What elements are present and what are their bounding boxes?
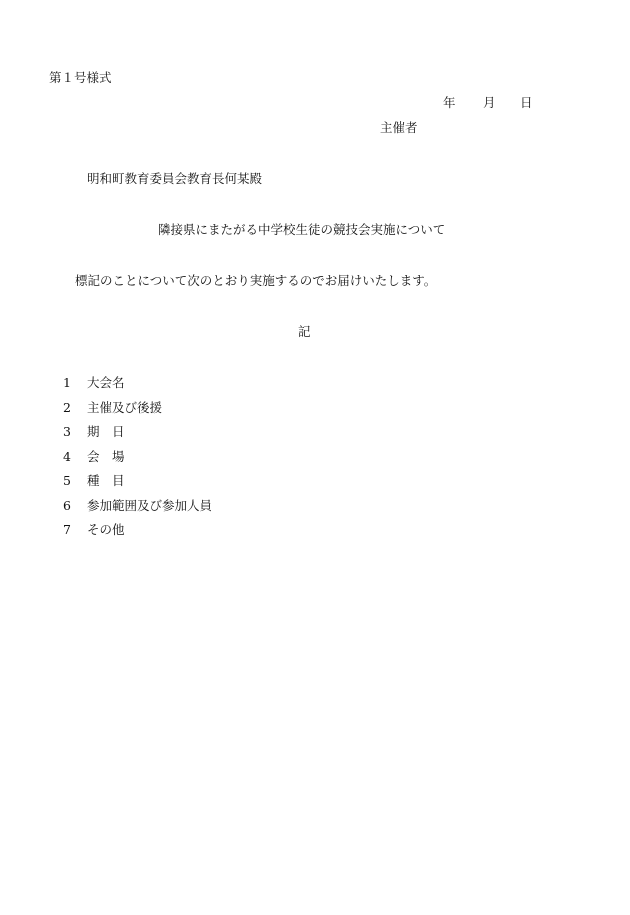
intro-paragraph: 標記のことについて次のとおり実施するのでお届けいたします。 [75,273,437,288]
item-number: 2 [63,399,71,415]
ki-heading: 記 [298,324,311,339]
form-number: 第１号様式 [49,70,112,85]
organizer-label: 主催者 [380,120,418,135]
item-number: 7 [63,522,71,537]
addressee: 明和町教育委員会教育長何某殿 [87,171,263,186]
item-number: 3 [63,424,71,439]
date-year-label: 年 [443,95,456,110]
item-label: 大会名 [87,375,125,390]
list-item [63,448,212,476]
list-item [63,475,212,500]
document-subject: 隣接県にまたがる中学校生徒の競技会実施について [158,222,446,237]
item-label: 参加範囲及び参加人員 [87,497,213,513]
date-month-label: 月 [483,95,496,110]
list-item [63,497,213,525]
item-label: 種 目 [87,473,125,488]
item-number: 6 [63,497,71,513]
item-label: 期 日 [87,424,125,439]
item-label: 会 場 [87,448,125,464]
list-item [63,377,212,402]
list-item [63,399,212,427]
item-list [63,377,212,549]
item-label: その他 [87,522,125,537]
list-item [63,524,212,549]
date-day-label: 日 [520,95,533,110]
item-label: 主催及び後援 [87,399,163,415]
list-item [63,426,212,451]
item-number: 4 [63,448,71,464]
item-number: 5 [63,473,71,488]
item-number: 1 [63,375,71,390]
